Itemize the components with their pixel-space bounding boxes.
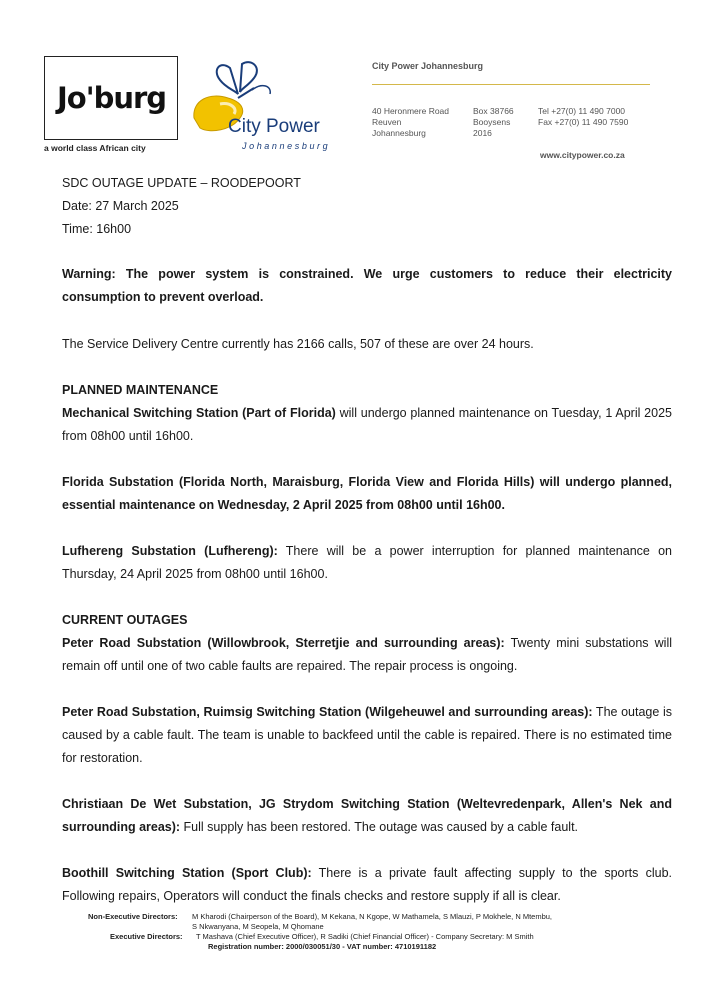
outage-item (62, 632, 672, 678)
outage-item-detail: There is a private fault affecting supply to the sports club. Following repairs, Operators will conduct the finals checks and restore supply if all is clear. (62, 866, 673, 903)
planned-maintenance-heading: PLANNED MAINTENANCE (62, 383, 219, 397)
non-exec-directors-cont: S Nkwanyana, M Seopela, M Qhomane (192, 922, 324, 931)
update-date: Date: 27 March 2025 (62, 199, 179, 213)
warning-notice: Warning: The power system is constrained. We urge customers to reduce their electricity consumption to prevent overload. (62, 267, 672, 304)
non-exec-label: Non-Executive Directors: (88, 912, 178, 921)
address-line: Reuven (372, 117, 402, 127)
outage-item-station: Peter Road Substation (Willowbrook, Sterretjie and surrounding areas): (62, 636, 505, 650)
update-time: Time: 16h00 (62, 222, 132, 236)
outage-item (62, 793, 672, 839)
non-exec-directors: M Kharodi (Chairperson of the Board), M Kekana, N Kgope, W Mathamela, S Mlauzi, P Mokhele, N Mtembu, (192, 912, 553, 921)
contact-numbers (538, 106, 628, 128)
address-line: 2016 (473, 128, 492, 138)
outage-item-detail: The outage is caused by a cable fault. The team is unable to backfeed until the cable is repaired. There is no estimated time for restoration. (62, 705, 672, 765)
planned-item (62, 471, 672, 517)
planned-item-station: Lufhereng Substation (Lufhereng): (62, 544, 278, 558)
address-line: Johannesburg (372, 128, 426, 138)
calls-summary: The Service Delivery Centre currently has 2166 calls, 507 of these are over 24 hours. (62, 337, 534, 351)
address-line: Booysens (473, 117, 511, 127)
planned-item (62, 540, 672, 586)
outage-item-station: Peter Road Substation, Ruimsig Switching Station (Wilgeheuwel and surrounding areas): (62, 705, 593, 719)
exec-directors: T Mashava (Chief Executive Officer), R Sadiki (Chief Financial Officer) - Company Secretary: M Smith (196, 932, 534, 941)
outage-item-detail: Full supply has been restored. The outage was caused by a cable fault. (180, 820, 579, 834)
outage-item-detail: Twenty mini substations will remain off until one of two cable faults are repaired. The repair process is ongoing. (62, 636, 672, 673)
outage-item (62, 701, 672, 770)
city-power-logo (190, 60, 362, 156)
exec-label: Executive Directors: (110, 932, 183, 941)
joburg-logo (44, 56, 178, 140)
fax: Fax +27(0) 11 490 7590 (538, 117, 629, 127)
postal-address (473, 106, 514, 139)
planned-item-detail: will undergo planned maintenance on Tuesday, 1 April 2025 from 08h00 until 16h00. (62, 406, 672, 443)
planned-item-detail: There will be a power interruption for planned maintenance on Thursday, 24 April 2025 from 08h00 until 16h00. (62, 544, 672, 581)
website-link[interactable]: www.citypower.co.za (540, 150, 625, 160)
registration-info: Registration number: 2000/030051/30 - VAT number: 4710191182 (208, 942, 437, 951)
address-line: 40 Heronmere Road (372, 106, 450, 116)
street-address (372, 106, 449, 139)
planned-item-station: Florida Substation (Florida North, Maraisburg, Florida View and Florida Hills) will undergo planned, essential maintenance on Wednesday, 2 April 2025 from 08h00 until 16h00. (62, 475, 672, 512)
joburg-tagline: a world class African city (44, 143, 146, 153)
outage-item (62, 862, 672, 908)
update-title: SDC OUTAGE UPDATE – ROODEPOORT (62, 176, 301, 190)
city-power-name: City Power (228, 116, 320, 137)
address-line: Box 38766 (473, 106, 514, 116)
current-outages-heading: CURRENT OUTAGES (62, 613, 188, 627)
telephone: Tel +27(0) 11 490 7000 (538, 106, 626, 116)
city-power-subtitle: Johannesburg (242, 141, 331, 151)
company-name: City Power Johannesburg (372, 61, 484, 71)
joburg-wordmark: Jo'burg (57, 81, 167, 115)
planned-item-station: Mechanical Switching Station (Part of Florida) (62, 406, 336, 420)
outage-item-station: Boothill Switching Station (Sport Club): (62, 866, 312, 880)
header-divider (372, 84, 650, 85)
outage-item-station: Christiaan De Wet Substation, JG Strydom Switching Station (Weltevredenpark, Allen's Nek and surrounding areas): (62, 797, 672, 834)
planned-item (62, 402, 672, 448)
